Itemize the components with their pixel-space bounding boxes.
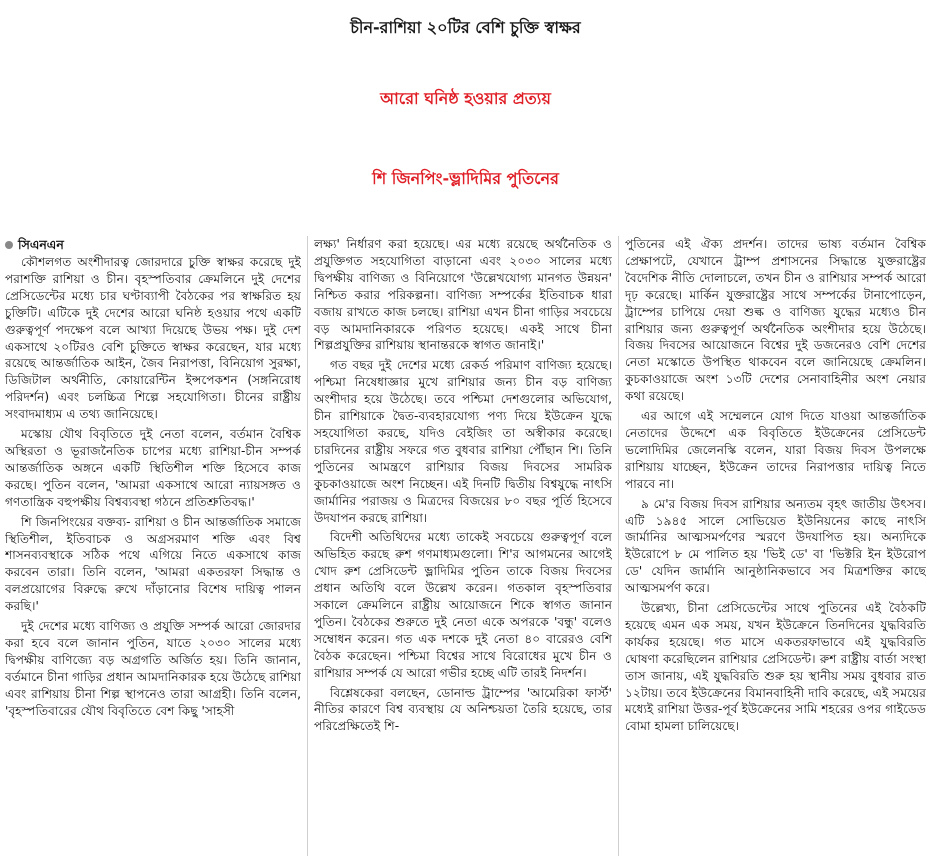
paragraph: কৌশলগত অংশীদারত্ব জোরদারে চুক্তি স্বাক্ষর করেছে দুই পরাশক্তি রাশিয়া ও চীন। বৃহস্পতিবার ক্রেমলিনে দুই দেশের প্রেসিডেন্টের মধ্যে চার ঘণ্টাব্যাপী বৈঠকের পর স্বাক্ষরিত হয় চুক্তিটি। এটিকে দুই দেশের আরো ঘনিষ্ঠ হওয়ার পথে একটি গুরুত্বপূর্ণ পদক্ষেপ বলে আখ্যা দিয়েছে উভয় পক্ষ। দুই দেশ একসাথে ২০টিরও বেশি চুক্তিতে স্বাক্ষর করেছেন, যার মধ্যে রয়েছে আন্তর্জাতিক আইন, জৈব নিরাপত্তা, বিনিয়োগ সুরক্ষা, ডিজিটাল অর্থনীতি, কোয়ারেন্টিন ইন্সপেকশন (সঙ্গনিরোধ পরিদর্শন) এবং চলচ্চিত্র শিল্পে সহযোগিতা। চীনের রাষ্ট্রীয় সংবাদমাধ্যম এ তথ্য জানিয়েছে। — [5, 255, 301, 422]
byline — [5, 236, 301, 253]
bullet-icon — [5, 241, 13, 249]
paragraph: বিদেশী অতিথিদের মধ্যে তাকেই সবচেয়ে গুরুত্বপূর্ণ বলে অভিহিত করছে রুশ গণমাধ্যমগুলো। শি'র আগমনের আগেই খোদ রুশ প্রেসিডেন্ট ভ্লাদিমির পুতিন তাকে বিজয় দিবসের প্রধান অতিথি বলে উল্লেখ করেন। গতকাল বৃহস্পতিবার সকালে ক্রেমলিনে রাষ্ট্রীয় আয়োজনে শিকে স্বাগত জানান পুতিন। বৈঠকের শুরুতে দুই নেতা একে অপরকে 'বন্ধু' বলেও সম্বোধন করেন। গত এক দশকে দুই নেতা ৪০ বারেরও বেশি বৈঠক করেছেন। পশ্চিমা বিশ্বের সাথে বিরোধের মুখে চীন ও রাশিয়ার সম্পর্ক যে আরো গভীর হচ্ছে এটি তারই নিদর্শন। — [314, 530, 612, 680]
paragraph: বিশ্লেষকেরা বলছেন, ডোনাল্ড ট্রাম্পের 'আমেরিকা ফার্স্ট' নীতির কারণে বিশ্ব ব্যবস্থায় যে অনিশ্চয়তা তৈরি হয়েছে, তার পরিপ্রেক্ষিতেই শি- — [314, 685, 612, 734]
headline-line-1: আরো ঘনিষ্ঠ হওয়ার প্রত্যয় — [380, 89, 551, 108]
kicker-headline: চীন-রাশিয়া ২০টির বেশি চুক্তি স্বাক্ষর — [350, 18, 581, 37]
column-divider — [618, 236, 619, 856]
paragraph: এর আগে এই সম্মেলনে যোগ দিতে যাওয়া আন্তর্জাতিক নেতাদের উদ্দেশে এক বিবৃতিতে ইউক্রেনের প্রেসিডেন্ট ভলোদিমির জেলেনস্কি বলেন, যারা বিজয় দিবস উপলক্ষে রাশিয়ায় যাচ্ছেন, ইউক্রেন তাদের নিরাপত্তার দায়িত্ব নিতে পারবে না। — [625, 409, 926, 491]
article-column-1 — [5, 236, 301, 856]
paragraph: শি জিনপিংয়ের বক্তব্য- রাশিয়া ও চীন আন্তর্জাতিক সমাজে স্থিতিশীল, ইতিবাচক ও অগ্রসরমাণ শক্তি এবং বিশ্ব শাসনব্যবস্থাকে সঠিক পথে এগিয়ে নিতে একসাথে কাজ করবেন তারা। তিনি বলেন, 'আমরা একতরফা সিদ্ধান্ত ও বলপ্রয়োগের বিরুদ্ধে রুখে দাঁড়ানোর বিশেষ দায়িত্ব পালন করছি।' — [5, 514, 301, 614]
paragraph: পুতিনের এই ঐক্য প্রদর্শন। তাদের ভাষ্য বর্তমান বৈশ্বিক প্রেক্ষাপটে, যেখানে ট্রাম্প প্রশাসনের সিদ্ধান্তে যুক্তরাষ্ট্রের বৈদেশিক নীতি দোলাচলে, তখন চীন ও রাশিয়ার সম্পর্ক আরো দৃঢ় করেছে। মার্কিন যুক্তরাষ্ট্রের সাথে সম্পর্কের টানাপোড়েন, ট্রাম্পের চাপিয়ে দেয়া শুল্ক ও বাণিজ্য যুদ্ধের মধ্যেও চীন রাশিয়ার জন্য গুরুত্বপূর্ণ অর্থনৈতিক অংশীদার হয়ে উঠেছে। বিজয় দিবসের আয়োজনে বিশ্বের দুই ডজনেরও বেশি দেশের নেতা মস্কোতে উপস্থিত থাকবেন বলে জানিয়েছে ক্রেমলিন। কুচকাওয়াজে অংশ ১৩টি দেশের সেনাবাহিনীর অংশ নেয়ার কথা রয়েছে। — [625, 237, 926, 404]
paragraph: মস্কোয় যৌথ বিবৃতিতে দুই নেতা বলেন, বর্তমান বৈশ্বিক অস্থিরতা ও ভূরাজনৈতিক চাপের মধ্যে রাশিয়া-চীন সম্পর্ক আন্তর্জাতিক অঙ্গনে একটি স্থিতিশীল শক্তি হিসেবে কাজ করছে। পুতিন বলেন, 'আমরা একসাথে আরো ন্যায়সঙ্গত ও গণতান্ত্রিক বহুপক্ষীয় বিশ্বব্যবস্থা গঠনে প্রতিশ্রুতিবদ্ধ।' — [5, 427, 301, 509]
paragraph: উল্লেখ্য, চীনা প্রেসিডেন্টের সাথে পুতিনের এই বৈঠকটি হয়েছে এমন এক সময়, যখন ইউক্রেনে তিনদিনের যুদ্ধবিরতি কার্যকর হয়েছে। গত মাসে একতরফাভাবে এই যুদ্ধবিরতি ঘোষণা করেছিলেন রাশিয়ার প্রেসিডেন্ট। রুশ রাষ্ট্রীয় বার্তা সংস্থা তাস জানায়, এই যুদ্ধবিরতি শুরু হয় স্থানীয় সময় বুধবার রাত ১২টায়। তবে ইউক্রেনের বিমানবাহিনী দাবি করেছে, এই সময়ের মধ্যেই রাশিয়া উত্তর-পূর্ব ইউক্রেনের সামি শহরের ওপর গাইডেড বোমা হামলা চালিয়েছে। — [625, 601, 926, 734]
paragraph: দুই দেশের মধ্যে বাণিজ্য ও প্রযুক্তি সম্পর্ক আরো জোরদার করা হবে বলে জানান পুতিন, যাতে ২০৩০ সালের মধ্যে দ্বিপক্ষীয় বাণিজ্যে বড় অগ্রগতি অর্জিত হয়। তিনি জানান, বর্তমানে চীনা গাড়ির প্রধান আমদানিকারক হয়ে উঠেছে রাশিয়া এবং রাশিয়ায় চীনা শিল্প স্থাপনেও তারা আগ্রহী। তিনি বলেন, 'বৃহস্পতিবারের যৌথ বিবৃতিতে বেশ কিছু 'সাহসী — [5, 619, 301, 718]
paragraph: গত বছর দুই দেশের মধ্যে রেকর্ড পরিমাণ বাণিজ্য হয়েছে। পশ্চিমা নিষেধাজ্ঞার মুখে রাশিয়ার জন্য চীন বড় বাণিজ্য অংশীদার হয়ে উঠেছে। তবে পশ্চিমা দেশগুলোর অভিযোগ, চীন রাশিয়াকে দ্বৈত-ব্যবহারযোগ্য পণ্য দিয়ে ইউক্রেন যুদ্ধে সহযোগিতা করছে, যদিও বেইজিং তা অস্বীকার করেছে। চারদিনের রাষ্ট্রীয় সফরে গত বুধবার রাশিয়া পৌঁছান শি। তিনি পুতিনের আমন্ত্রণে রাশিয়ার বিজয় দিবসের সামরিক কুচকাওয়াজে অংশ নিচ্ছেন। এই দিনটি দ্বিতীয় বিশ্বযুদ্ধে নাৎসি জার্মানির পরাজয় ও মিত্রদের বিজয়ের ৮০ বছর পূর্তি হিসেবে উদযাপন করছে রাশিয়া। — [314, 358, 612, 525]
paragraph: ৯ মে'র বিজয় দিবস রাশিয়ার অন্যতম বৃহৎ জাতীয় উৎসব। এটি ১৯৪৫ সালে সোভিয়েত ইউনিয়নের কাছে নাৎসি জার্মানির আত্মসমর্পণের স্মরণে উদযাপিত হয়। অন্যদিকে ইউরোপে ৮ মে পালিত হয় 'ভিই ডে' বা 'ভিক্টরি ইন ইউরোপ ডে' যেদিন জার্মানি আনুষ্ঠানিকভাবে সব মিত্রশক্তির কাছে আত্মসমর্পণ করে। — [625, 496, 926, 596]
column-divider — [307, 236, 308, 856]
headline-line-2: শি জিনপিং-ভ্লাদিমির পুতিনের — [372, 169, 559, 188]
paragraph: লক্ষ্য' নির্ধারণ করা হয়েছে। এর মধ্যে রয়েছে অর্থনৈতিক ও প্রযুক্তিগত সহযোগিতা বাড়ানো এবং ২০৩০ সালের মধ্যে দ্বিপক্ষীয় বাণিজ্য ও বিনিয়োগে 'উল্লেখযোগ্য মানগত উন্নয়ন' নিশ্চিত করার পরিকল্পনা। বাণিজ্য সম্পর্কের ইতিবাচক ধারা বজায় রাখতে কাজ চলছে। রাশিয়া এখন চীনা গাড়ির সবচেয়ে বড় আমদানিকারকে পরিণত হয়েছে। একই সাথে চীনা শিল্পপ্রযুক্তির রাশিয়ায় স্থানান্তরকে স্বাগত জানাই।' — [314, 237, 612, 353]
byline-source: সিএনএন — [18, 237, 64, 252]
article-column-2 — [314, 236, 612, 856]
article-column-3 — [625, 236, 926, 856]
